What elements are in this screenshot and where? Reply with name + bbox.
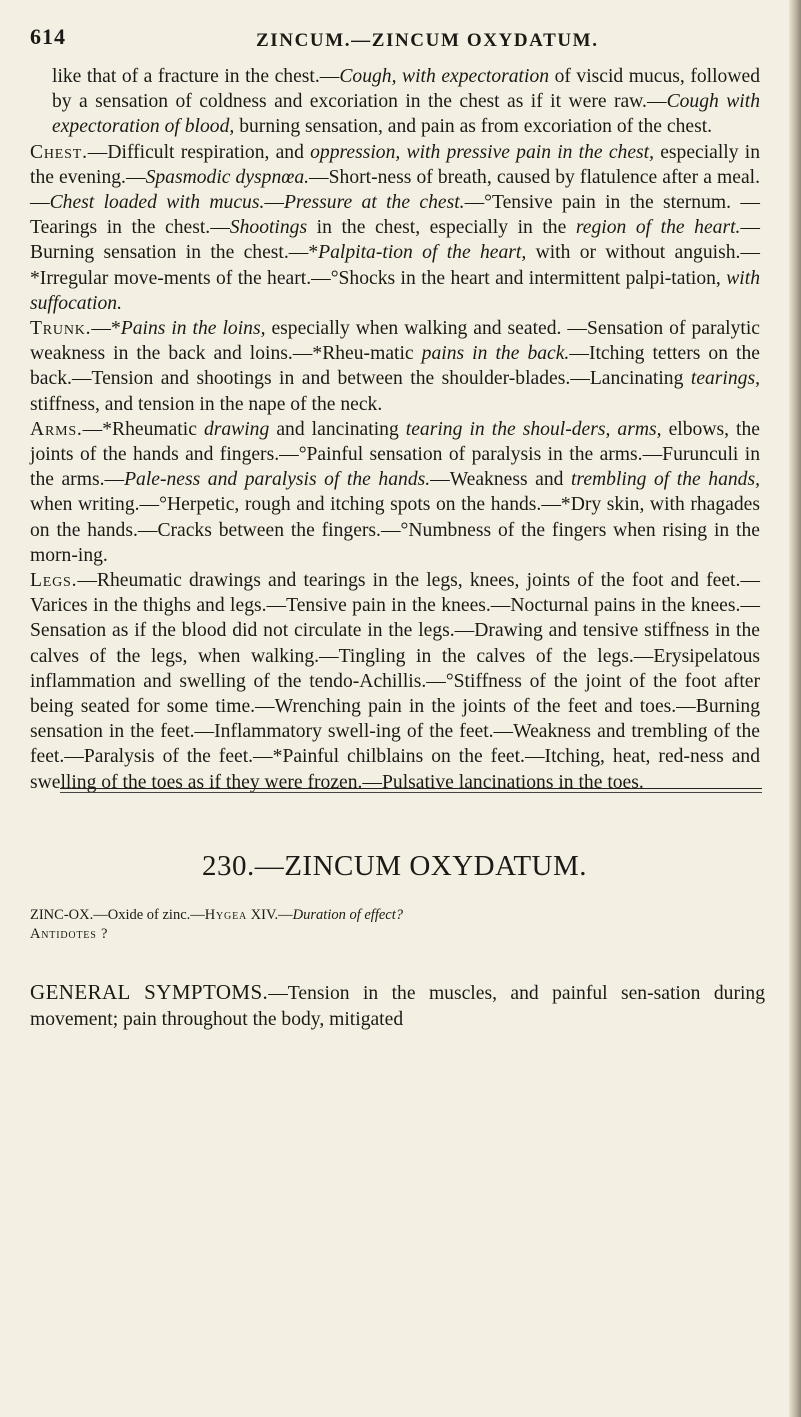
arms-heading: Arms. <box>30 418 83 440</box>
legs-heading: Legs. <box>30 570 78 592</box>
general-symptoms-paragraph: GENERAL SYMPTOMS.—Tension in the muscles, and painful sen-sation during movement; pain throughout the body, mitigated <box>30 980 766 1030</box>
remedy-meta: ZINC-OX.—Oxide of zinc.—Hygea XIV.—Duration of effect? Antidotes ? <box>30 906 760 944</box>
antidotes-label: Antidotes ? <box>30 926 109 942</box>
section-title: 230.—ZINCUM OXYDATUM. <box>201 850 588 882</box>
section-divider <box>60 788 762 795</box>
running-head: ZINCUM.—ZINCUM OXYDATUM. <box>256 30 599 51</box>
general-symptoms-heading: GENERAL SYMPTOMS. <box>30 980 269 1004</box>
chest-heading: Chest. <box>30 141 88 163</box>
continuation-paragraph: like that of a fracture in the chest.—Cough, with expectoration of viscid mucus, followed by a sensation of coldness and excoriation in the chest as if it were raw.—Cough with expectoration of blood, burning sensation, and pain as from excoriation of the chest. <box>52 66 760 138</box>
trunk-paragraph: Trunk.—*Pains in the loins, especially when walking and seated. —Sensation of paralytic weakness in the back and loins.—*Rheu-matic pains in the back.—Itching tetters on the back.—Tension and shootings in and between the shoulder-blades.—Lancinating tearings, stiffness, and tension in the nape of the neck. <box>30 318 760 415</box>
arms-paragraph: Arms.—*Rheumatic drawing and lancinating tearing in the shoul-ders, arms, elbows, the joints of the hands and fingers.—°Painful sensation of paralysis in the arms.—Furunculi in the arms.—Pale-ness and paralysis of the hands.—Weakness and trembling of the hands, when writing.—°Herpetic, rough and itching spots on the hands.—*Dry skin, with rhagades on the hands.—Cracks between the fingers.—°Numbness of the fingers when rising in the morn-ing. <box>30 418 760 566</box>
symptom-text <box>30 64 760 795</box>
trunk-heading: Trunk. <box>30 318 92 340</box>
chest-paragraph: Chest.—Difficult respiration, and oppression, with pressive pain in the chest, especially in the evening.—Spasmodic dyspnœa.—Short-ness of breath, caused by flatulence after a meal.—Chest loaded with mucus.—Pressure at the chest.—°Tensive pain in the sternum. —Tearings in the chest.—Shootings in the chest, especially in the region of the heart.—Burning sensation in the chest.—*Palpita-tion of the heart, with or without anguish.—*Irregular move-ments of the heart.—°Shocks in the heart and intermittent palpi-tation, with suffocation. <box>30 141 761 314</box>
page-edge-shadow <box>789 0 801 1417</box>
page-number: 614 <box>30 24 66 49</box>
legs-paragraph: Legs.—Rheumatic drawings and tearings in the legs, knees, joints of the foot and feet.—Varices in the thighs and legs.—Tensive pain in the knees.—Nocturnal pains in the knees.—Sensation as if the blood did not circulate in the legs.—Drawing and tensive stiffness in the calves of the legs, when walking.—Tingling in the calves of the legs.—Erysipelatous inflammation and swelling of the tendo-Achillis.—°Stiffness of the joint of the foot after being seated for some time.—Wrenching pain in the joints of the feet and toes.—Burning sensation in the feet.—Inflammatory swell-ing of the feet.—Weakness and trembling of the feet.—Paralysis of the feet.—*Painful chilblains on the feet.—Itching, heat, red-ness and swelling of the toes as if they were frozen.—Pulsative lancinations in the toes. <box>30 570 760 793</box>
